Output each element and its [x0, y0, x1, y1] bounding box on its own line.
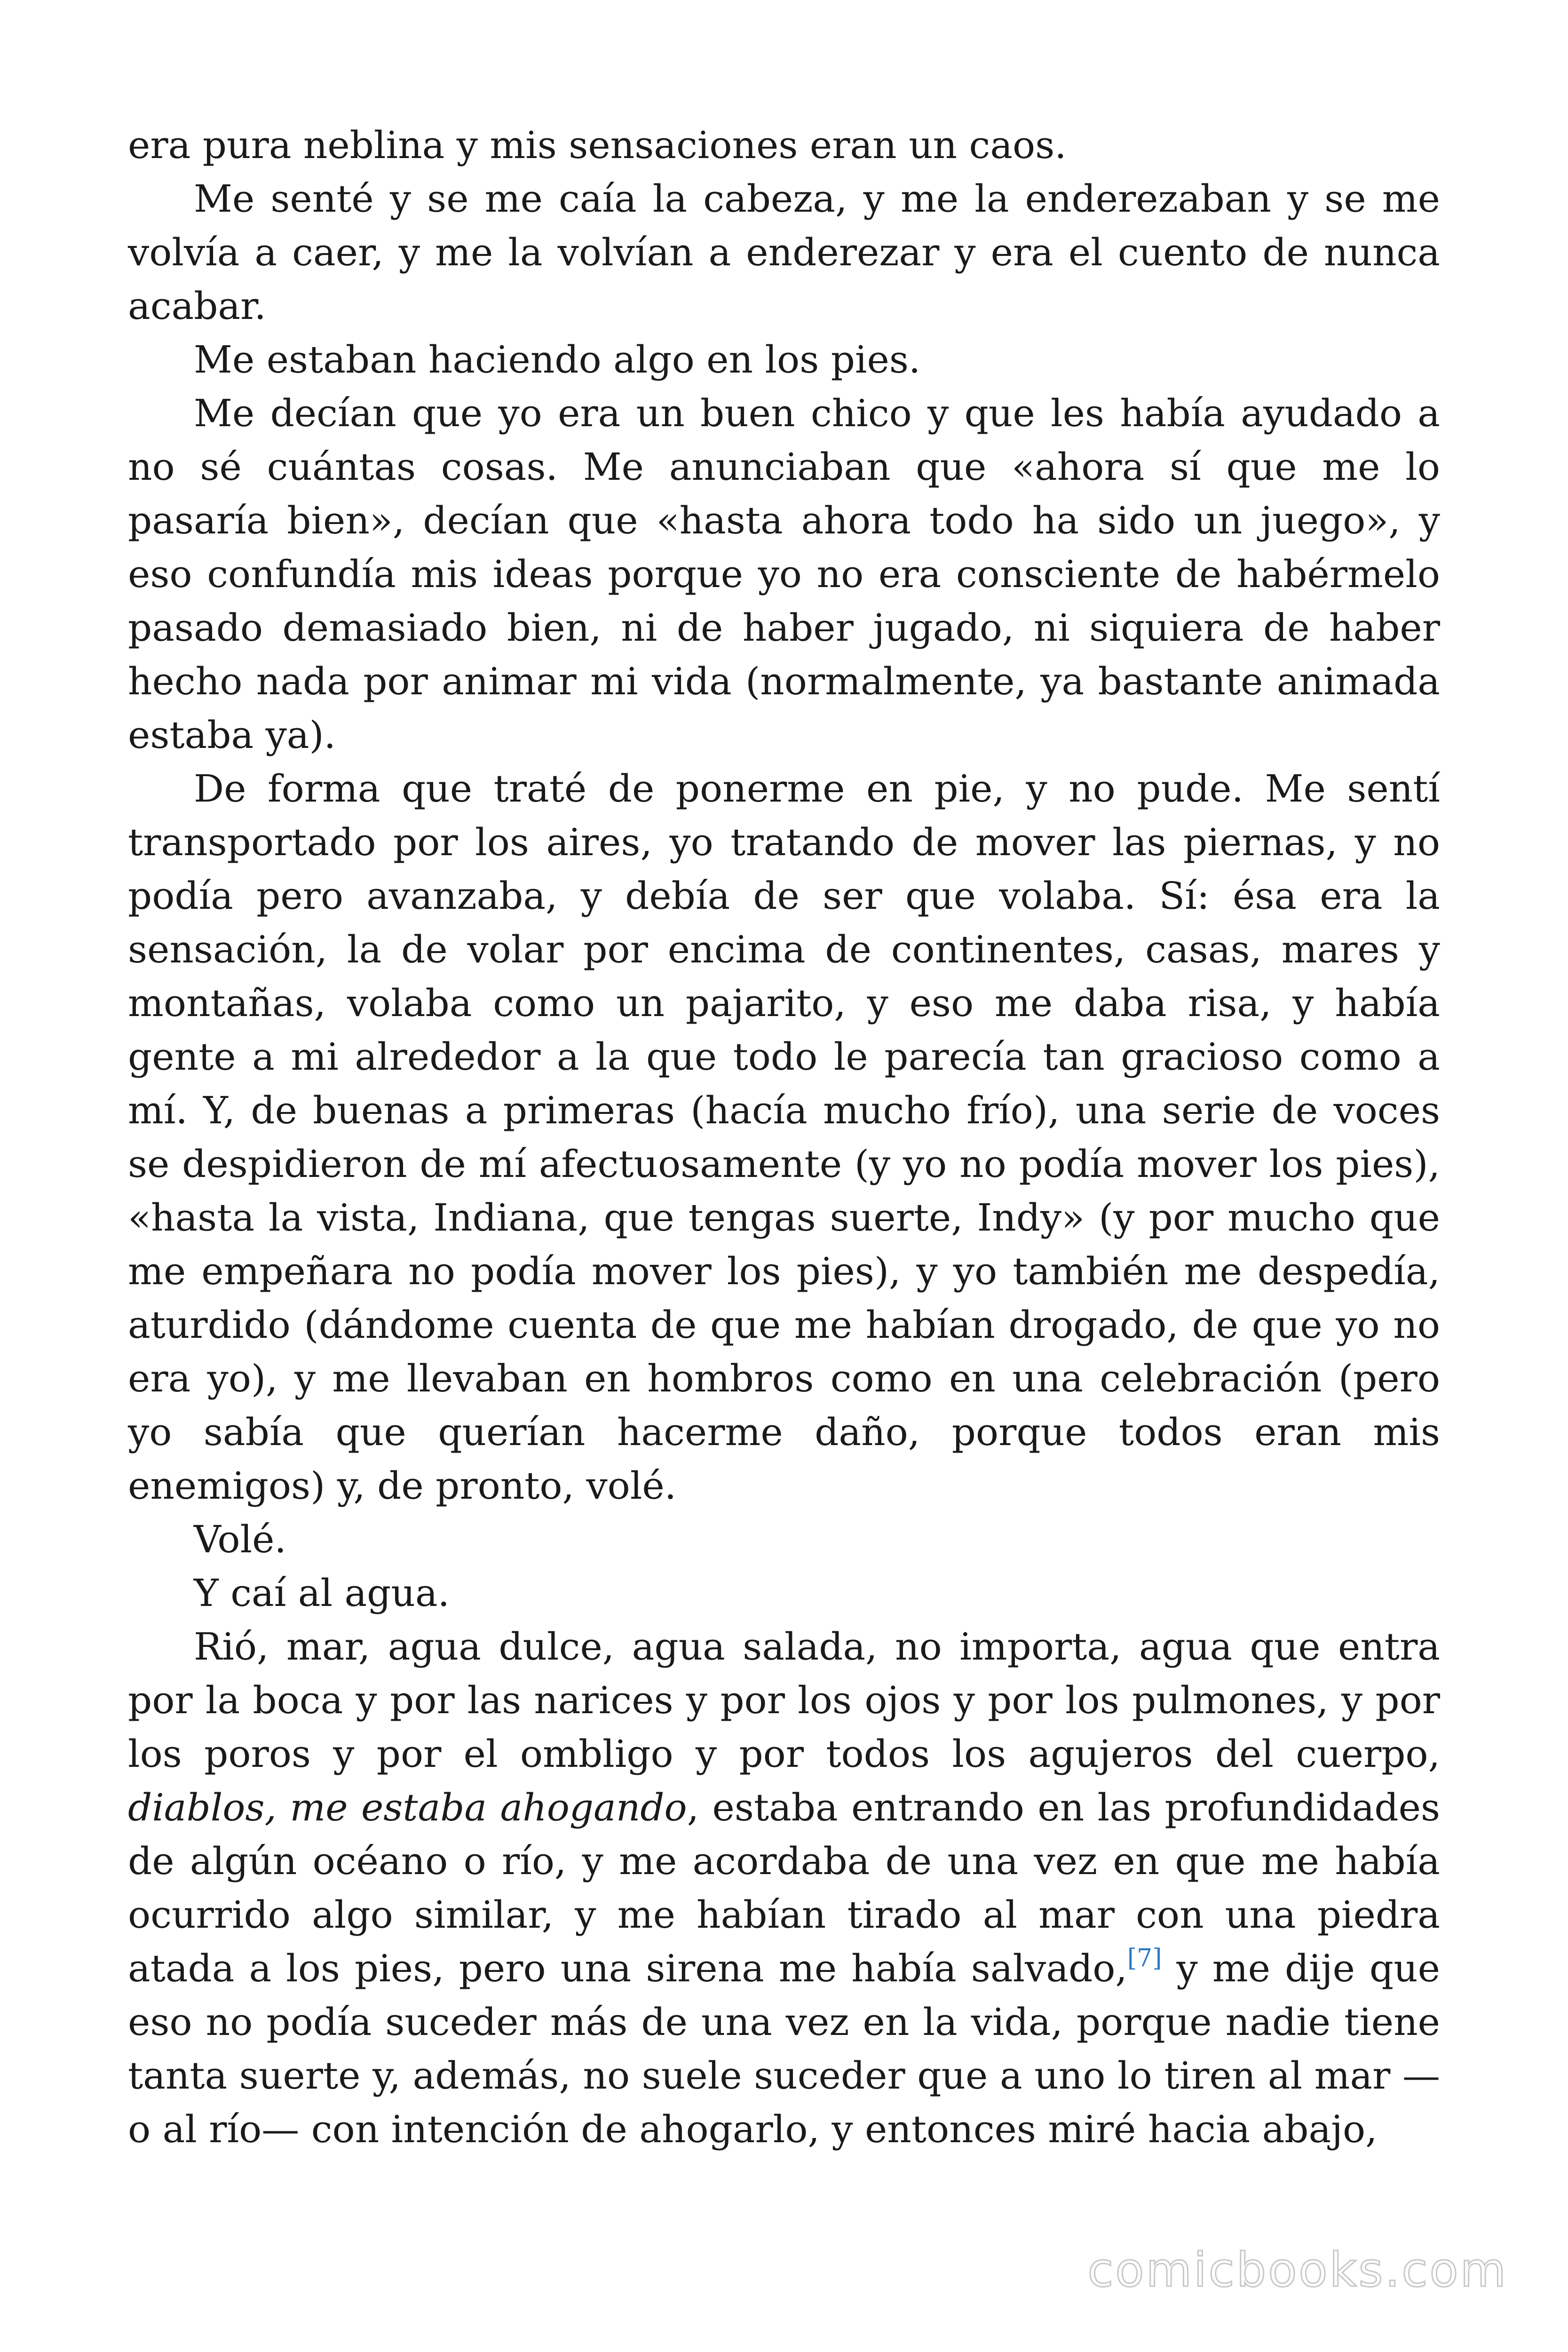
- paragraph: era pura neblina y mis sensaciones eran un caos.: [128, 123, 1067, 167]
- paragraph: Me decían que yo era un buen chico y que les había ayudado a no sé cuántas cosas. Me anunciaban que «ahora sí que me lo pasaría bien», decían que «hasta ahora todo ha sido un juego», y eso confundía mis ideas porque yo no era consciente de habérmelo pasado demasiado bien, ni de haber jugado, ni siquiera de haber hecho nada por animar mi vida (normalmente, ya bastante animada estaba ya).: [128, 391, 1440, 757]
- paragraph: [128, 1620, 1440, 2156]
- paragraph-text: Rió, mar, agua dulce, agua salada, no importa, agua que entra por la boca y por las narices y por los ojos y por los pulmones, y por los poros y por el ombligo y por todos los agujeros del cuerpo,: [128, 1625, 1440, 1776]
- paragraph-text: y me dije que eso no podía suceder más de una vez en la vida, porque nadie tiene tanta suerte y, además, no suele suceder que a uno lo tiren al mar —o al río— con intención de ahogarlo, y entonces miré hacia abajo,: [128, 1947, 1441, 2151]
- paragraph-text: , estaba entrando en las profundidades de algún océano o río, y me acordaba de una vez en que me había ocurrido algo similar, y me habían tirado al mar con una piedra atada a los pies, pero una sirena me había salvado,: [128, 1786, 1440, 1990]
- paragraph: Y caí al agua.: [194, 1571, 450, 1615]
- paragraph: De forma que traté de ponerme en pie, y no pude. Me sentí transportado por los aires, yo tratando de mover las piernas, y no podía pero avanzaba, y debía de ser que volaba. Sí: ésa era la sensación, la de volar por encima de continentes, casas, mares y montañas, volaba como un pajarito, y eso me daba risa, y había gente a mi alrededor a la que todo le parecía tan gracioso como a mí. Y, de buenas a primeras (hacía mucho frío), una serie de voces se despidieron de mí afectuosamente (y yo no podía mover los pies), «hasta la vista, Indiana, que tengas suerte, Indy» (y por mucho que me empeñara no podía mover los pies), y yo también me despedía, aturdido (dándome cuenta de que me habían drogado, de que yo no era yo), y me llevaban en hombros como en una celebración (pero yo sabía que querían hacerme daño, porque todos eran mis enemigos) y, de pronto, volé.: [128, 767, 1440, 1508]
- watermark: comicbooks.com: [1087, 2242, 1508, 2297]
- book-page-body: [128, 119, 1440, 2156]
- paragraph: Volé.: [194, 1518, 286, 1561]
- paragraph: Me senté y se me caía la cabeza, y me la enderezaban y se me volvía a caer, y me la volvían a enderezar y era el cuento de nunca acabar.: [128, 177, 1440, 328]
- italic-phrase: diablos, me estaba ahogando: [128, 1786, 687, 1829]
- paragraph: Me estaban haciendo algo en los pies.: [194, 338, 921, 381]
- footnote-link[interactable]: [7]: [1127, 1944, 1162, 1972]
